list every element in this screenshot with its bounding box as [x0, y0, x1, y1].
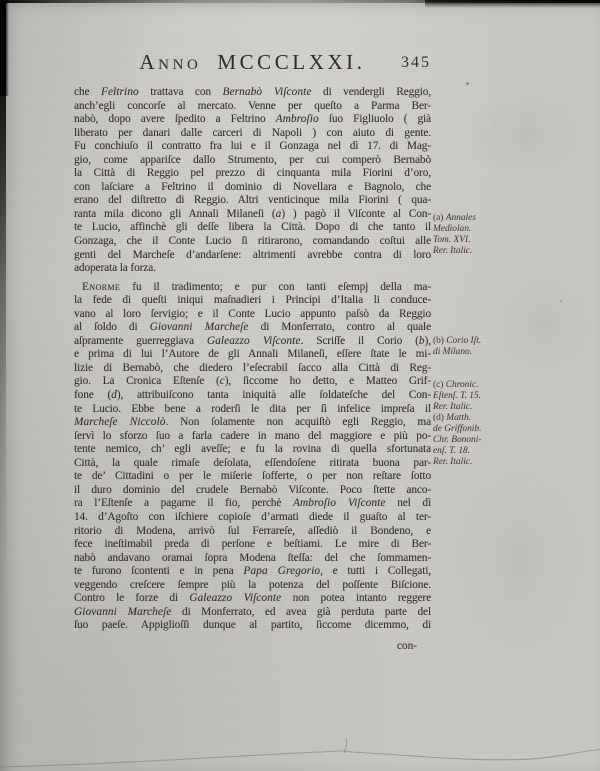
margin-note-line: enſ. T. 18.: [433, 446, 471, 456]
paragraph: [74, 281, 431, 633]
text-line: adoperata la forza.: [74, 262, 156, 275]
text-line: e prima di lui l’Autore de gli Annali Milaneſi, eſſere ſtate le mi-: [74, 348, 431, 361]
text-line: Fu conchiuſo il contratto fra lui e il Gonzaga nel dì 17. di Mag-: [74, 140, 431, 153]
margin-column: [433, 86, 545, 646]
margin-note-line: (c) Chronic.: [433, 380, 479, 390]
margin-note-line: di Milano.: [433, 347, 473, 357]
text-line: gio. La Cronica Eſtenſe (c), ſiccome ho detto, e Matteo Grif-: [74, 375, 431, 388]
scan-edge-left: [0, 0, 6, 690]
text-line: nabò andavano oramai ſopra Modena ſteſſa: del che ſommamen-: [74, 551, 431, 564]
text-line: con laſciare a Feltrino il dominio di Novellara e Bagnolo, che: [74, 180, 431, 193]
text-line: fece ineſtimabil preda di perſone e beſtiami. Le mire di Ber-: [74, 538, 431, 551]
margin-note-line: (a) Annales: [433, 213, 476, 223]
text-line: te Lucio, affinchè gli deſſe libera la Città. Dopo di che tanto il: [74, 221, 431, 234]
text-line: ra l’Eſtenſe a pagarne il fio, perchè Ambroſio Viſconte nel dì: [74, 497, 431, 510]
text-line: vano al loro ſervigio; e il Conte Lucio appunto paſsò da Reggio: [74, 307, 431, 320]
text-line: Città, la quale rimaſe deſolata, eſſendoſene ritirata buona par-: [74, 456, 431, 469]
margin-note-label: (d): [433, 413, 447, 423]
text-line: tente nemico, ch’ egli aveſſe; e fu la rovina di quella sfortunata: [74, 443, 431, 456]
text-line: ſervì lo sforzo ſuo a farla cadere in mano del maggiore e più po-: [74, 429, 431, 442]
ink-speck: [560, 300, 562, 302]
page-curl-crease: [0, 731, 600, 771]
margin-note-label: (c): [433, 380, 446, 390]
ink-speck: [118, 522, 120, 524]
text-line: Marcheſe Niccolò. Non ſolamente non acquiſtò egli Reggio, ma: [74, 416, 431, 429]
margin-note: [433, 380, 545, 413]
margin-note-line: Chr. Bononi-: [433, 435, 482, 445]
margin-note-line: Tom. XVI.: [433, 235, 471, 245]
catchword: con-: [396, 639, 417, 652]
text-line: ranta mila dicono gli Annali Milaneſi (a) ) pagò il Viſconte al Con-: [74, 207, 431, 220]
ink-speck: [84, 252, 86, 254]
text-line: fone (d), attribuiſcono tanta iniquità alle ſoldateſche del Con-: [74, 389, 431, 402]
margin-note-line: de Griffonib.: [433, 424, 482, 434]
text-line: Gonzaga, che il Conte Lucio ſi ritirarono, comandando coſtui alle: [74, 235, 431, 248]
page-number: 345: [401, 54, 431, 71]
running-title: Anno MCCCLXXI.: [139, 50, 366, 74]
margin-note-label: (b): [433, 336, 447, 346]
margin-note: [433, 213, 545, 257]
text-line: erano del diſtretto di Reggio. Altri venticinque mila Fiorini ( qua-: [74, 194, 431, 207]
text-line: la fede di queſti iniqui maſnadieri i Principi d’Italia li conduce-: [74, 294, 431, 307]
text-line: gio, come appariſce dallo Strumento, per cui comperò Bernabò: [74, 153, 431, 166]
text-line: te furono ſcontenti e in pena Papa Gregorio, e tutti i Collegati,: [74, 565, 431, 578]
paragraph: [74, 86, 431, 276]
text-line: veggendo creſcere ſempre più la potenza del poſſente Biſcione.: [74, 578, 431, 591]
text-line: genti del Marcheſe d’andarſene: altrimenti avrebbe contra di loro: [74, 248, 431, 261]
text-line: Giovanni Marcheſe di Monferrato, ed avea già perduta parte del: [74, 605, 431, 618]
margin-note: [433, 413, 545, 468]
page-header: [74, 50, 431, 78]
margin-note-line: Rer. Italic.: [433, 402, 473, 412]
text-line: al ſoldo di Giovanni Marcheſe di Monferrato, contro al quale: [74, 321, 431, 334]
text-line: ſuo paeſe. Appiglioſſi dunque al partito, ſiccome dicemmo, di: [74, 619, 431, 632]
margin-note-label: (a): [433, 213, 446, 223]
small-caps-word: Enorme: [82, 280, 121, 293]
margin-note-line: Eſtenſ. T. 15.: [433, 391, 481, 401]
text-line: te de’ Cittadini o per le miſerie ſofferte, o per non reſtare ſotto: [74, 470, 431, 483]
text-line: Contro le forze di Galeazzo Viſconte non potea intanto reggere: [74, 592, 431, 605]
scan-edge-left-top: [0, 0, 9, 96]
margin-note-line: Rer. Italic.: [433, 457, 473, 467]
margin-note-line: (d) Matth.: [433, 413, 472, 423]
scan-edge-top-right: [425, 0, 600, 8]
text-line: il duro dominio del crudele Bernabò Viſconte. Poco ſtette anco-: [74, 483, 431, 496]
text-line: liberato per danari dalle carceri di Napoli ) con aiuto di gente.: [74, 126, 431, 139]
text-line: 14. d’Agoſto con iſchiere copioſe d’armati diede il guaſto al ter-: [74, 510, 431, 523]
margin-note-line: Mediolan.: [433, 224, 472, 234]
margin-note-line: Rer. Italic.: [433, 246, 473, 256]
text-line: ritorio di Modena, arrivò ſul Ferrareſe, aſſediò il Bondeno, e: [74, 524, 431, 537]
text-line: che Feltrino trattava con Bernabò Viſconte di vendergli Reggio,: [74, 86, 431, 98]
text-line: aſpramente guerreggiava Galeazzo Viſconte. Scriſſe il Corio (b),: [74, 334, 431, 347]
margin-note-line: (b) Corio Iſt.: [433, 336, 482, 346]
ink-speck: [466, 82, 469, 85]
text-line: anch’egli concorſe al mercato. Venne per queſto a Parma Ber-: [74, 99, 431, 112]
text-line: la Città di Reggio pel prezzo di cinquanta mila Fiorini d’oro,: [74, 167, 431, 180]
margin-note: [433, 336, 545, 358]
text-line: lizie di Bernabò, che diedero l’eſecrabil ſacco alla Città di Reg-: [74, 361, 431, 374]
text-line: te Lucio. Ebbe bene a roderſi le dita per ſì infelice impreſa il: [74, 402, 431, 415]
text-column: [74, 86, 431, 653]
text-line: Enorme fu il tradimento; e pur con tanti eſempj della ma-: [82, 280, 431, 293]
text-line: nabò, dopo avere ſpedito a Feltrino Ambroſio ſuo Figliuolo ( già: [74, 113, 431, 126]
